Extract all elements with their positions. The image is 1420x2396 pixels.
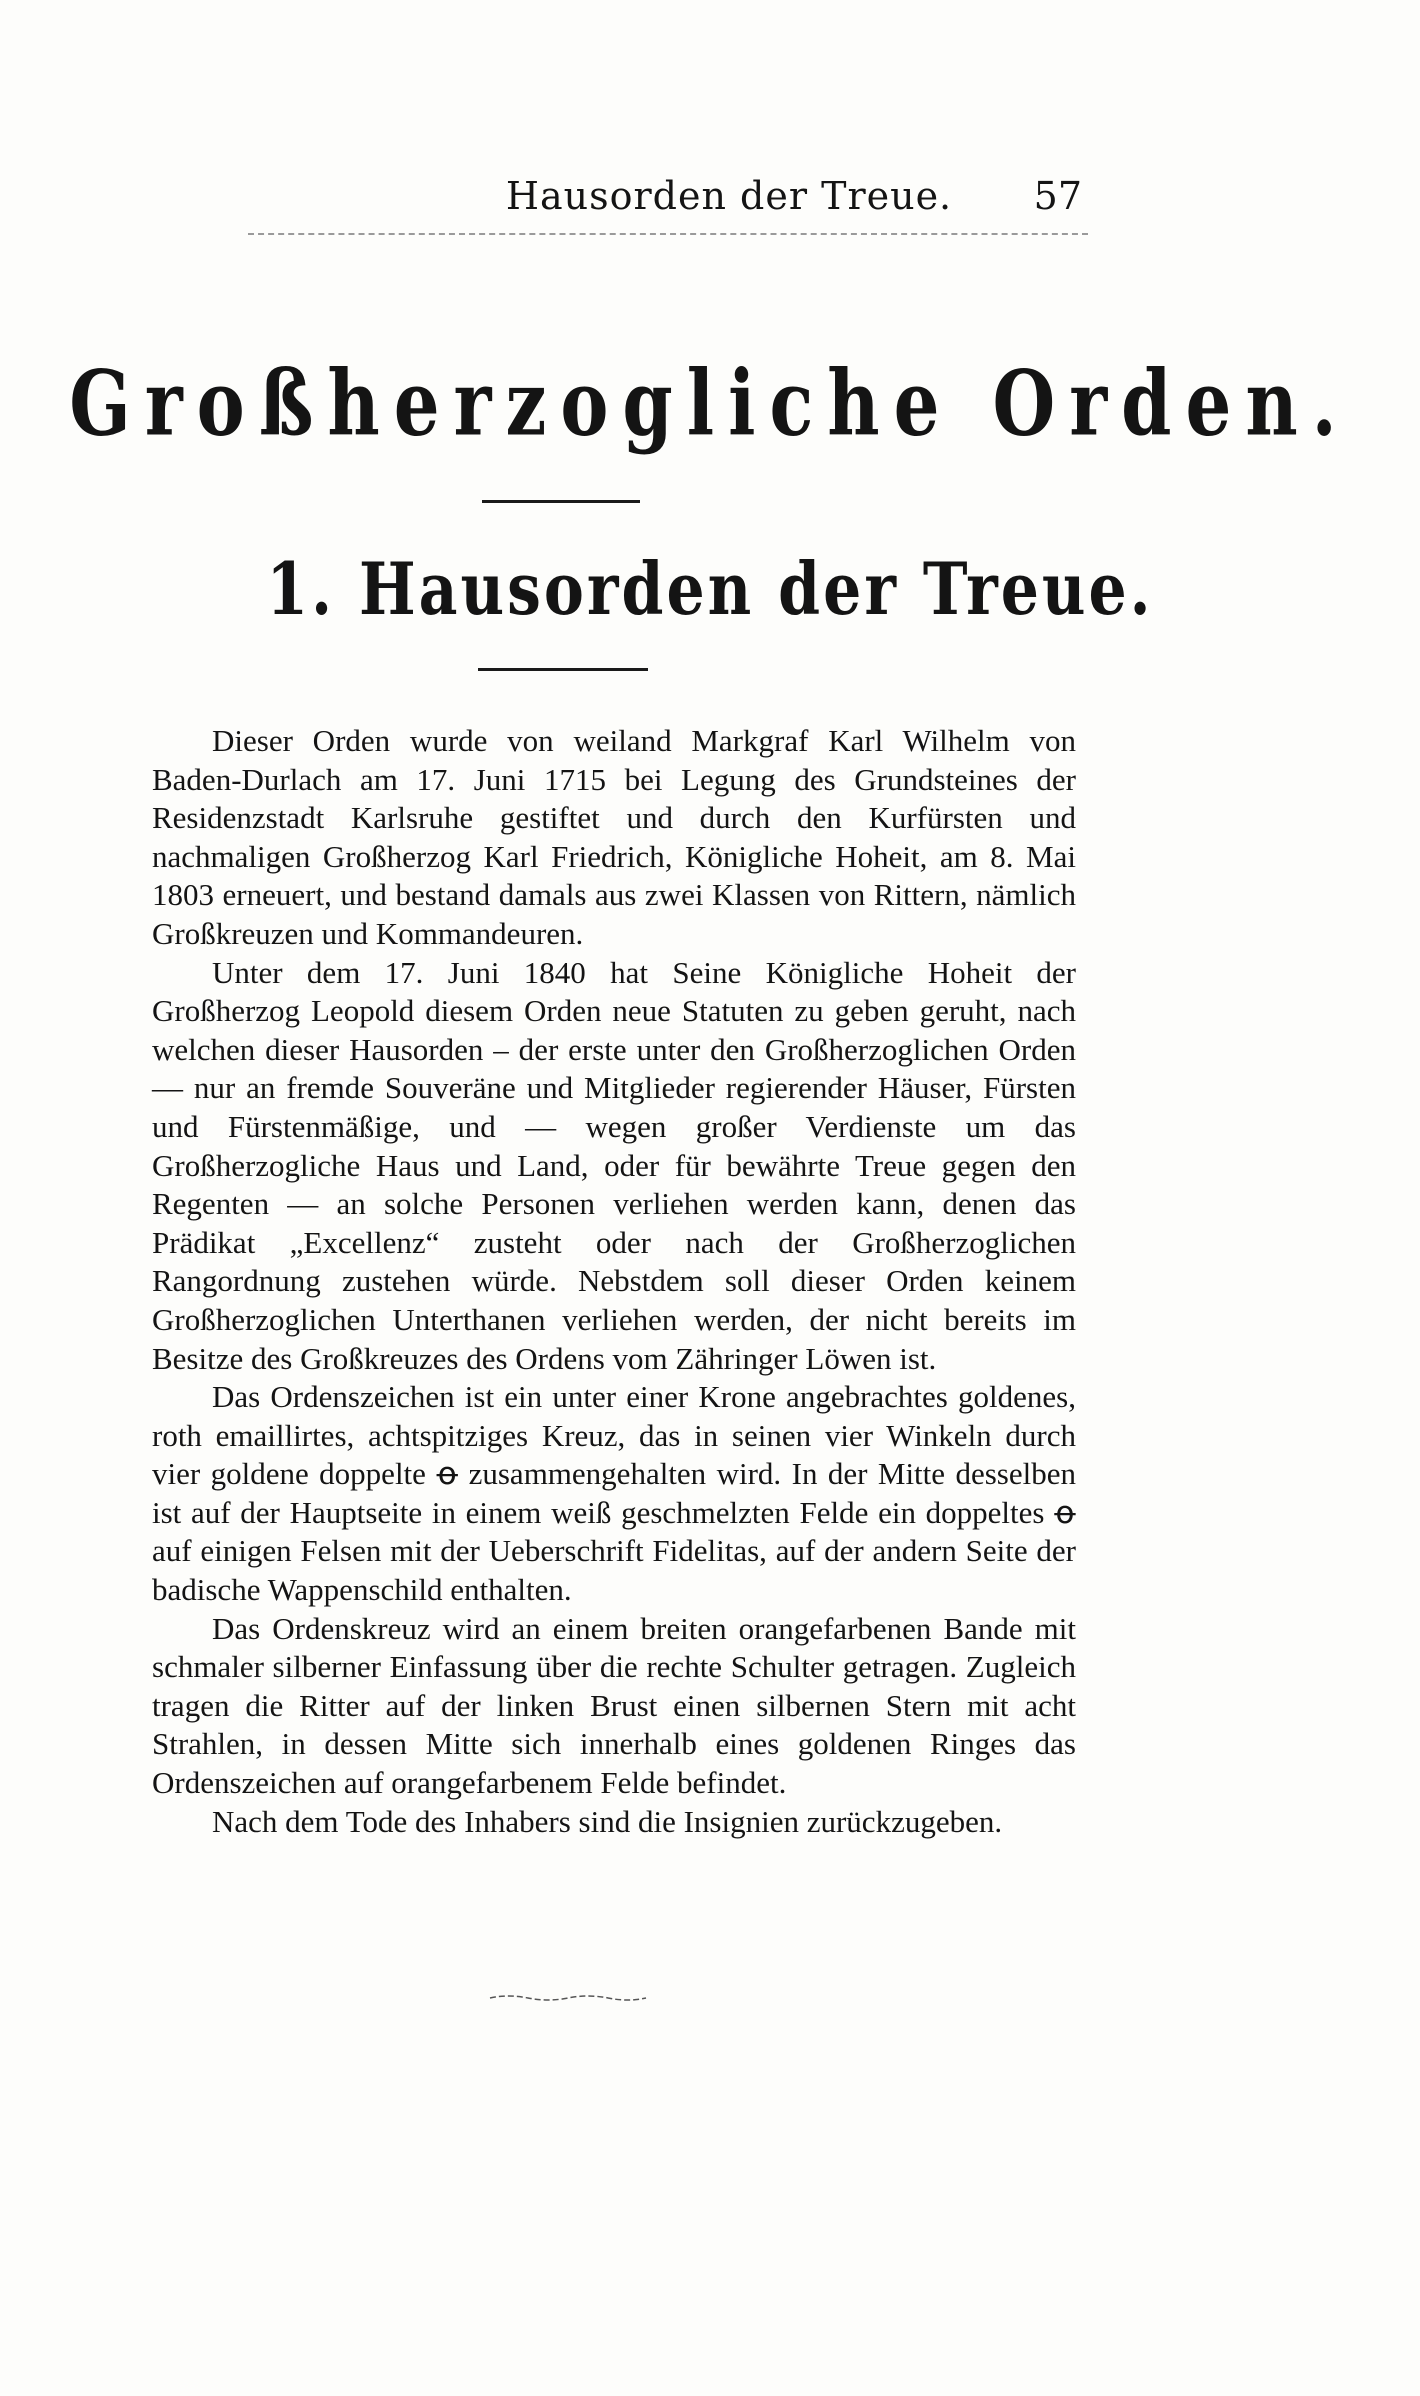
running-head-title: Hausorden der Treue.	[505, 174, 953, 218]
body-text	[152, 722, 1076, 1841]
paragraph: Nach dem Tode des Inhabers sind die Insignien zurückzugeben.	[212, 1803, 1003, 1839]
page-number: 57	[1033, 174, 1082, 218]
section-divider	[478, 668, 648, 671]
paragraph: Das Ordenszeichen ist ein unter einer Krone angebrachtes goldenes, roth emaillirtes, achtspitziges Kreuz, das in seinen vier Winkeln durch vier goldene doppelte ꝋ zusammengehalten wird. In der Mitte desselben ist auf der Hauptseite in einem weiß geschmelzten Felde ein doppeltes ꝋ auf einigen Felsen mit der Ueberschrift Fidelitas, auf der andern Seite der badische Wappenschild enthalten.	[152, 1379, 1076, 1608]
paragraph: Dieser Orden wurde von weiland Markgraf Karl Wilhelm von Baden-Durlach am 17. Juni 1715 bei Legung des Grundsteines der Residenzstadt Karlsruhe gestiftet und durch den Kurfürsten und nachmaligen Großherzog Karl Friedrich, Königliche Hoheit, am 8. Mai 1803 erneuert, und bestand damals aus zwei Klassen von Rittern, nämlich Großkreuzen und Kommandeuren.	[152, 723, 1076, 951]
paragraph: Das Ordenskreuz wird an einem breiten orangefarbenen Bande mit schmaler silberner Einfassung über die rechte Schulter getragen. Zugleich tragen die Ritter auf der linken Brust einen silbernen Stern mit acht Strahlen, in dessen Mitte sich innerhalb eines goldenen Ringes das Ordenszeichen auf orangefarbenem Felde befindet.	[152, 1610, 1076, 1801]
paragraph: Unter dem 17. Juni 1840 hat Seine Königliche Hoheit der Großherzog Leopold diesem Orden neue Statuten zu geben geruht, nach welchen dieser Hausorden – der erste unter den Großherzoglichen Orden — nur an fremde Souveräne und Mitglieder regierender Häuser, Fürsten und Fürstenmäßige, und — wegen großer Verdienste um das Großherzogliche Haus und Land, oder für bewährte Treue gegen den Regenten — an solche Personen verliehen werden kann, denen das Prädikat „Excellenz“ zusteht oder nach der Großherzoglichen Rangordnung zustehen würde. Nebstdem soll dieser Orden keinem Großherzoglichen Unterthanen verliehen werden, der nicht bereits im Besitze des Großkreuzes des Ordens vom Zähringer Löwen ist.	[152, 954, 1076, 1376]
end-ornament	[488, 1992, 648, 2004]
title-divider	[482, 500, 640, 503]
running-head	[372, 170, 1086, 230]
chapter-title: Großherzogliche Orden.	[69, 349, 1351, 456]
header-rule	[248, 233, 1088, 235]
section-title: 1. Hausorden der Treue.	[266, 548, 1154, 632]
